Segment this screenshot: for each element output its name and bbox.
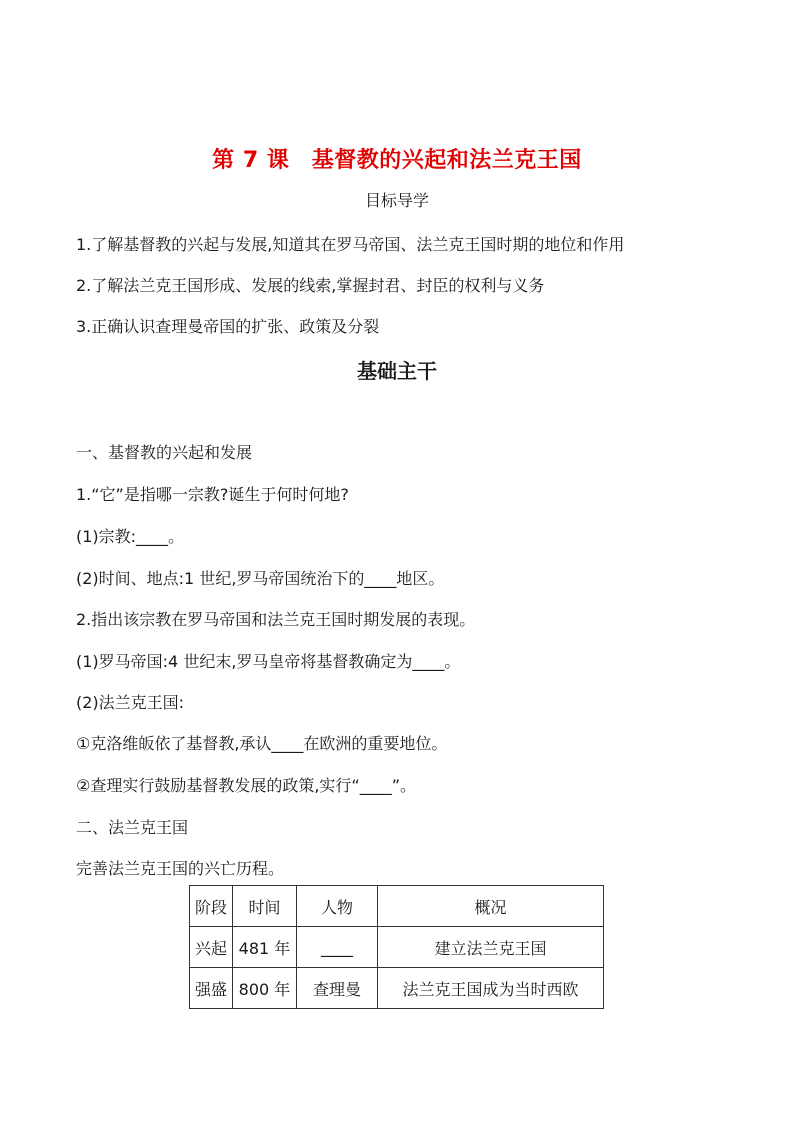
- table-header-row: [190, 886, 604, 927]
- answer-line: ②查理实行鼓励基督教发展的政策,实行“____”。: [76, 776, 417, 795]
- heading-frankish-kingdom: 二、法兰克王国: [76, 818, 189, 837]
- lesson-title: 第 7 课 基督教的兴起和法兰克王国: [212, 148, 582, 173]
- table-cell: 查理曼: [297, 968, 378, 1009]
- objective-item: 1.了解基督教的兴起与发展,知道其在罗马帝国、法兰克王国时期的地位和作用: [76, 235, 625, 254]
- table-row: [190, 927, 604, 968]
- answer-line: (1)罗马帝国:4 世纪末,罗马皇帝将基督教确定为____。: [76, 652, 461, 671]
- table-instruction: 完善法兰克王国的兴亡历程。: [76, 859, 285, 878]
- answer-line: (2)法兰克王国:: [76, 693, 185, 712]
- question-2: 2.指出该宗教在罗马帝国和法兰克王国时期发展的表现。: [76, 610, 476, 629]
- answer-line: (1)宗教:____。: [76, 527, 185, 546]
- table-cell: 兴起: [190, 927, 233, 968]
- header-cell: 时间: [233, 886, 297, 927]
- question-1: 1.“它”是指哪一宗教?诞生于何时何地?: [76, 485, 349, 504]
- heading-christianity: 一、基督教的兴起和发展: [76, 443, 253, 462]
- table-cell: 法兰克王国成为当时西欧: [378, 968, 604, 1009]
- header-cell: 人物: [297, 886, 378, 927]
- objective-item: 3.正确认识查理曼帝国的扩张、政策及分裂: [76, 317, 380, 336]
- history-table: [189, 885, 604, 1009]
- table-cell: 800 年: [233, 968, 297, 1009]
- header-cell: 概况: [378, 886, 604, 927]
- section-title: 基础主干: [357, 359, 437, 383]
- table-cell: 481 年: [233, 927, 297, 968]
- objectives-heading: 目标导学: [364, 191, 429, 210]
- blank-cell: ____: [297, 927, 378, 968]
- table-cell: 强盛: [190, 968, 233, 1009]
- table-row: [190, 968, 604, 1009]
- header-cell: 阶段: [190, 886, 233, 927]
- table-cell: 建立法兰克王国: [378, 927, 604, 968]
- objective-item: 2.了解法兰克王国形成、发展的线索,掌握封君、封臣的权利与义务: [76, 276, 545, 295]
- answer-line: (2)时间、地点:1 世纪,罗马帝国统治下的____地区。: [76, 569, 445, 588]
- answer-line: ①克洛维皈依了基督教,承认____在欧洲的重要地位。: [76, 734, 448, 753]
